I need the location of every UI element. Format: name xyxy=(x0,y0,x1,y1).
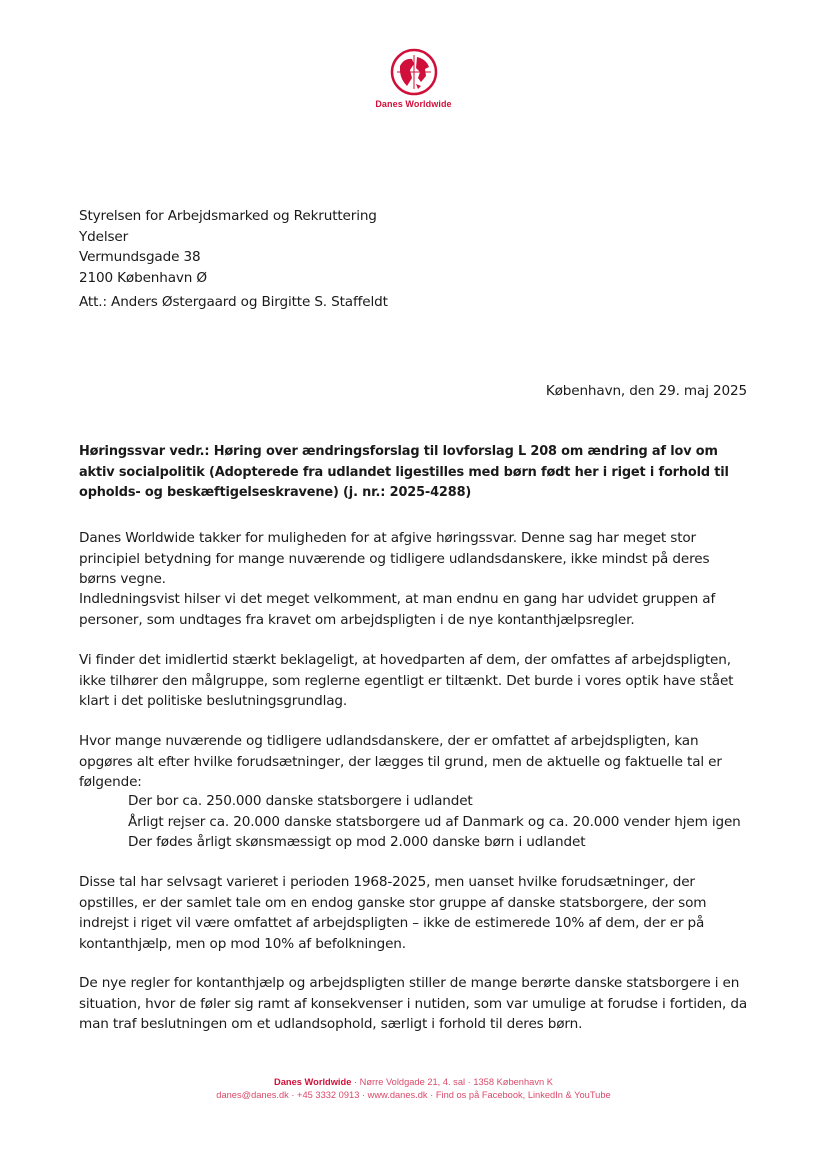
globe-logo-icon xyxy=(390,48,438,96)
paragraph: Vi finder det imidlertid stærkt beklageligt, at hovedparten af dem, der omfattes af arbejdspligten, ikke tilhører den målgruppe, som reglerne egentligt er tiltænkt. Det burde i vores optik have stået klart i det politiske beslutningsgrundlag. xyxy=(79,652,734,709)
fact-item: Der fødes årligt skønsmæssigt op mod 2.000 danske børn i udlandet xyxy=(128,834,586,850)
footer-line-1 xyxy=(0,1076,827,1089)
facts-list xyxy=(128,791,768,853)
subject-heading: Høringssvar vedr.: Høring over ændringsforslag til lovforslag L 208 om ændring af lov om aktiv socialpolitik (Adopterede fra udlandet ligestilles med børn født her i riget i forhold til opholds- og beskæftigelseskravene) (j. nr.: 2025-4288) xyxy=(79,444,729,500)
logo xyxy=(0,48,827,109)
address-line: Ydelser xyxy=(79,228,129,245)
address-line: Vermundsgade 38 xyxy=(79,249,201,265)
paragraph: De nye regler for kontanthjælp og arbejdspligten stiller de mange berørte danske statsborgere i en situation, hvor de føler sig ramt af konsekvenser i nutiden, som var umulige at forudse i fortiden, da man traf beslutningen om et udlandsophold, særligt i forhold til deres børn. xyxy=(79,975,748,1032)
recipient-address xyxy=(79,206,749,288)
footer xyxy=(0,1076,827,1102)
letter-date: København, den 29. maj 2025 xyxy=(545,383,747,399)
paragraph: Indledningsvist hilser vi det meget velkomment, at man endnu en gang har udvidet gruppen af personer, som undtages fra kravet om arbejdspligten i de nye kontanthjælpsregler. xyxy=(79,591,716,628)
paragraph: Hvor mange nuværende og tidligere udlandsdanskere, der er omfattet af arbejdspligten, kan opgøres alt efter hvilke forudsætninger, der lægges til grund, men de aktuelle og faktuelle tal er følgende: xyxy=(79,733,722,790)
paragraph: Disse tal har selvsagt varieret i perioden 1968-2025, men uanset hvilke forudsætninger, der opstilles, er der samlet tale om en endog ganske stor gruppe af danske statsborgere, der som indrejst i riget vil være omfattet af arbejdspligten – ikke de estimerede 10% af dem, der er på kontanthjælp, men op mod 10% af befolkningen. xyxy=(79,874,707,952)
paragraph: Danes Worldwide takker for muligheden for at afgive høringssvar. Denne sag har meget stor principiel betydning for mange nuværende og tidligere udlandsdanskere, ikke mindst på deres børns vegne. xyxy=(79,530,710,587)
address-line: Styrelsen for Arbejdsmarked og Rekruttering xyxy=(79,208,377,224)
address-line: 2100 København Ø xyxy=(79,269,207,286)
footer-address: · Nørre Voldgade 21, 4. sal · 1358 København K xyxy=(351,1077,553,1087)
footer-org: Danes Worldwide xyxy=(274,1077,352,1087)
attention-line: Att.: Anders Østergaard og Birgitte S. Staffeldt xyxy=(79,294,388,310)
footer-line-2: danes@danes.dk · +45 3332 0913 · www.danes.dk · Find os på Facebook, LinkedIn & YouTube xyxy=(216,1090,611,1100)
fact-item: Årligt rejser ca. 20.000 danske statsborgere ud af Danmark og ca. 20.000 vender hjem igen xyxy=(128,813,741,830)
fact-item: Der bor ca. 250.000 danske statsborgere i udlandet xyxy=(128,793,473,809)
logo-text: Danes Worldwide xyxy=(375,99,452,109)
